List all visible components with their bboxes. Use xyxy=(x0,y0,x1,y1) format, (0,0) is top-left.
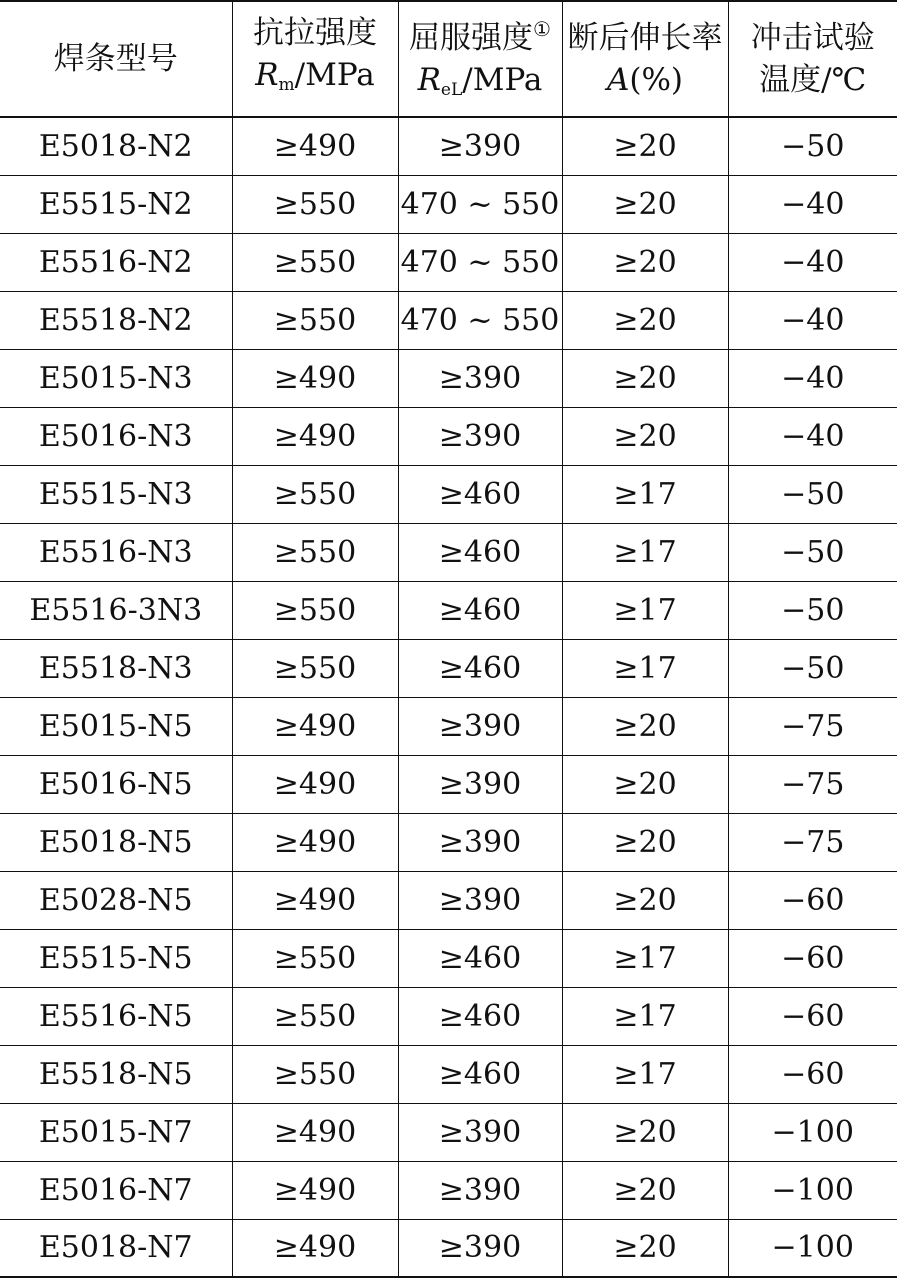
cell-yield: ≥460 xyxy=(398,639,562,697)
cell-elongation: ≥20 xyxy=(562,755,728,813)
cell-elongation: ≥20 xyxy=(562,117,728,175)
cell-temp: −75 xyxy=(728,697,897,755)
cell-temp: −50 xyxy=(728,117,897,175)
table-row xyxy=(0,697,897,755)
cell-model: E5515-N2 xyxy=(0,175,232,233)
cell-tensile: ≥550 xyxy=(232,987,398,1045)
cell-yield: 470 ~ 550 xyxy=(398,291,562,349)
cell-temp: −60 xyxy=(728,1045,897,1103)
cell-model: E5018-N5 xyxy=(0,813,232,871)
header-tensile xyxy=(232,1,398,117)
cell-model: E5018-N2 xyxy=(0,117,232,175)
header-model xyxy=(0,1,232,117)
cell-temp: −40 xyxy=(728,291,897,349)
cell-temp: −100 xyxy=(728,1103,897,1161)
header-elongation-label: 断后伸长率 xyxy=(567,20,723,56)
cell-yield: 470 ~ 550 xyxy=(398,175,562,233)
table-row xyxy=(0,291,897,349)
cell-yield: ≥460 xyxy=(398,987,562,1045)
cell-temp: −40 xyxy=(728,233,897,291)
cell-elongation: ≥17 xyxy=(562,581,728,639)
cell-model: E5015-N5 xyxy=(0,697,232,755)
cell-model: E5516-3N3 xyxy=(0,581,232,639)
cell-tensile: ≥550 xyxy=(232,523,398,581)
cell-model: E5016-N5 xyxy=(0,755,232,813)
header-impact-temp xyxy=(728,1,897,117)
cell-temp: −60 xyxy=(728,987,897,1045)
table-row xyxy=(0,639,897,697)
header-yield-unit: /MPa xyxy=(462,61,543,98)
cell-yield: 470 ~ 550 xyxy=(398,233,562,291)
cell-tensile: ≥550 xyxy=(232,581,398,639)
cell-temp: −75 xyxy=(728,813,897,871)
cell-tensile: ≥490 xyxy=(232,1103,398,1161)
header-yield-footnote: ① xyxy=(533,16,551,41)
header-impact-unit: 温度/℃ xyxy=(759,62,867,98)
table-row xyxy=(0,407,897,465)
header-tensile-symbol: R xyxy=(255,57,279,93)
cell-elongation: ≥20 xyxy=(562,175,728,233)
header-tensile-label: 抗拉强度 xyxy=(253,15,377,51)
cell-tensile: ≥550 xyxy=(232,291,398,349)
cell-yield: ≥460 xyxy=(398,1045,562,1103)
cell-yield: ≥390 xyxy=(398,349,562,407)
header-impact-label: 冲击试验 xyxy=(750,20,875,56)
cell-elongation: ≥20 xyxy=(562,813,728,871)
cell-model: E5518-N3 xyxy=(0,639,232,697)
cell-tensile: ≥490 xyxy=(232,1219,398,1277)
cell-elongation: ≥20 xyxy=(562,349,728,407)
cell-elongation: ≥20 xyxy=(562,697,728,755)
cell-yield: ≥460 xyxy=(398,465,562,523)
cell-elongation: ≥17 xyxy=(562,1045,728,1103)
cell-yield: ≥460 xyxy=(398,929,562,987)
table-row xyxy=(0,871,897,929)
header-model-label: 焊条型号 xyxy=(53,41,178,77)
cell-elongation: ≥20 xyxy=(562,1161,728,1219)
table-row xyxy=(0,755,897,813)
header-tensile-unit: /MPa xyxy=(294,57,375,93)
cell-tensile: ≥550 xyxy=(232,175,398,233)
table-row xyxy=(0,1161,897,1219)
cell-tensile: ≥490 xyxy=(232,117,398,175)
header-elongation-symbol: A xyxy=(606,62,630,98)
cell-model: E5516-N3 xyxy=(0,523,232,581)
cell-temp: −75 xyxy=(728,755,897,813)
cell-yield: ≥390 xyxy=(398,755,562,813)
cell-tensile: ≥490 xyxy=(232,755,398,813)
cell-yield: ≥390 xyxy=(398,697,562,755)
cell-yield: ≥390 xyxy=(398,117,562,175)
cell-yield: ≥390 xyxy=(398,813,562,871)
cell-model: E5016-N3 xyxy=(0,407,232,465)
cell-model: E5516-N2 xyxy=(0,233,232,291)
cell-tensile: ≥490 xyxy=(232,407,398,465)
header-yield-symbol: R xyxy=(417,61,441,98)
cell-temp: −50 xyxy=(728,639,897,697)
table-row xyxy=(0,581,897,639)
cell-yield: ≥390 xyxy=(398,871,562,929)
cell-elongation: ≥20 xyxy=(562,233,728,291)
cell-elongation: ≥17 xyxy=(562,987,728,1045)
cell-elongation: ≥17 xyxy=(562,465,728,523)
cell-tensile: ≥490 xyxy=(232,349,398,407)
table-row xyxy=(0,117,897,175)
cell-elongation: ≥20 xyxy=(562,1103,728,1161)
table-row xyxy=(0,1103,897,1161)
cell-tensile: ≥550 xyxy=(232,1045,398,1103)
table-row xyxy=(0,929,897,987)
cell-temp: −100 xyxy=(728,1161,897,1219)
cell-tensile: ≥490 xyxy=(232,697,398,755)
cell-elongation: ≥17 xyxy=(562,639,728,697)
table-row xyxy=(0,1219,897,1277)
table-row xyxy=(0,175,897,233)
table-row xyxy=(0,987,897,1045)
cell-tensile: ≥550 xyxy=(232,929,398,987)
cell-model: E5016-N7 xyxy=(0,1161,232,1219)
cell-model: E5515-N5 xyxy=(0,929,232,987)
cell-tensile: ≥490 xyxy=(232,1161,398,1219)
cell-elongation: ≥20 xyxy=(562,407,728,465)
header-elongation xyxy=(562,1,728,117)
cell-model: E5028-N5 xyxy=(0,871,232,929)
header-yield xyxy=(398,1,562,117)
table-row xyxy=(0,349,897,407)
cell-model: E5518-N5 xyxy=(0,1045,232,1103)
cell-yield: ≥460 xyxy=(398,523,562,581)
header-yield-subscript: eL xyxy=(440,79,463,100)
cell-model: E5015-N7 xyxy=(0,1103,232,1161)
cell-yield: ≥390 xyxy=(398,1219,562,1277)
cell-yield: ≥390 xyxy=(398,1103,562,1161)
table-row xyxy=(0,233,897,291)
cell-model: E5518-N2 xyxy=(0,291,232,349)
cell-tensile: ≥490 xyxy=(232,813,398,871)
cell-yield: ≥390 xyxy=(398,1161,562,1219)
cell-tensile: ≥550 xyxy=(232,233,398,291)
cell-model: E5018-N7 xyxy=(0,1219,232,1277)
cell-tensile: ≥550 xyxy=(232,465,398,523)
cell-temp: −40 xyxy=(728,349,897,407)
cell-temp: −50 xyxy=(728,465,897,523)
cell-temp: −40 xyxy=(728,175,897,233)
header-row xyxy=(0,1,897,117)
cell-elongation: ≥17 xyxy=(562,523,728,581)
header-elongation-unit: (%) xyxy=(629,62,684,98)
table-row xyxy=(0,813,897,871)
table-row xyxy=(0,1045,897,1103)
table-row xyxy=(0,523,897,581)
cell-temp: −100 xyxy=(728,1219,897,1277)
cell-elongation: ≥20 xyxy=(562,291,728,349)
header-yield-label: 屈服强度 xyxy=(409,19,534,56)
cell-yield: ≥390 xyxy=(398,407,562,465)
cell-elongation: ≥20 xyxy=(562,1219,728,1277)
cell-temp: −60 xyxy=(728,871,897,929)
cell-elongation: ≥20 xyxy=(562,871,728,929)
cell-temp: −40 xyxy=(728,407,897,465)
cell-temp: −50 xyxy=(728,523,897,581)
cell-yield: ≥460 xyxy=(398,581,562,639)
header-tensile-subscript: m xyxy=(278,75,295,95)
cell-model: E5516-N5 xyxy=(0,987,232,1045)
cell-elongation: ≥17 xyxy=(562,929,728,987)
cell-model: E5515-N3 xyxy=(0,465,232,523)
cell-tensile: ≥550 xyxy=(232,639,398,697)
cell-temp: −60 xyxy=(728,929,897,987)
table-row xyxy=(0,465,897,523)
cell-tensile: ≥490 xyxy=(232,871,398,929)
cell-temp: −50 xyxy=(728,581,897,639)
cell-model: E5015-N3 xyxy=(0,349,232,407)
